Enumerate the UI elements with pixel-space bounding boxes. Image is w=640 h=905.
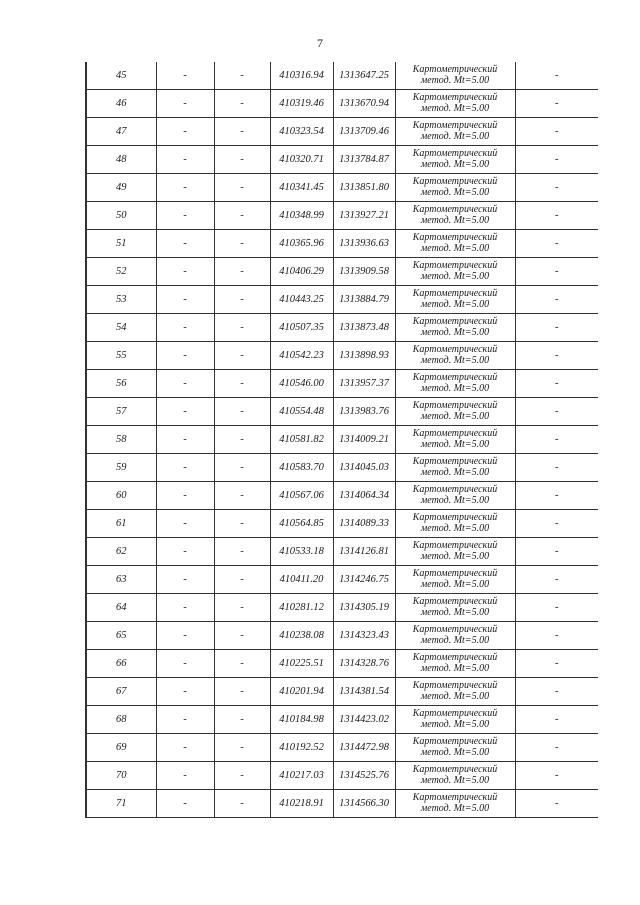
method-line-2: метод. Мt=5.00: [420, 438, 490, 450]
y-coordinate-cell: 1313909.58: [333, 258, 395, 286]
method-line-2: метод. Мt=5.00: [420, 466, 490, 478]
dash-cell: -: [156, 202, 214, 230]
dash-cell: -: [156, 650, 214, 678]
dash-cell: -: [515, 258, 598, 286]
y-coordinate-cell: 1313647.25: [333, 62, 395, 90]
x-coordinate-cell: 410316.94: [270, 62, 333, 90]
point-number-cell: 66: [86, 650, 156, 678]
x-coordinate-cell: 410581.82: [270, 426, 333, 454]
dash-cell: -: [214, 230, 270, 258]
method-line-2: метод. Мt=5.00: [420, 634, 490, 646]
dash-cell: -: [214, 174, 270, 202]
point-number-cell: 63: [86, 566, 156, 594]
method-cell: [395, 762, 515, 790]
dash-cell: -: [515, 650, 598, 678]
dash-cell: -: [214, 62, 270, 90]
dash-cell: -: [156, 538, 214, 566]
x-coordinate-cell: 410201.94: [270, 678, 333, 706]
y-coordinate-cell: 1314566.30: [333, 790, 395, 818]
dash-cell: -: [214, 370, 270, 398]
table-row: [86, 174, 598, 202]
y-coordinate-cell: 1313884.79: [333, 286, 395, 314]
point-number-cell: 55: [86, 342, 156, 370]
method-line-2: метод. Мt=5.00: [420, 326, 490, 338]
method-line-2: метод. Мt=5.00: [420, 242, 490, 254]
dash-cell: -: [214, 538, 270, 566]
dash-cell: -: [156, 706, 214, 734]
method-cell: [395, 790, 515, 818]
y-coordinate-cell: 1314009.21: [333, 426, 395, 454]
method-cell: [395, 342, 515, 370]
method-cell: [395, 622, 515, 650]
method-cell: [395, 146, 515, 174]
point-number-cell: 71: [86, 790, 156, 818]
method-cell: [395, 678, 515, 706]
method-cell: [395, 426, 515, 454]
x-coordinate-cell: 410238.08: [270, 622, 333, 650]
method-cell: [395, 174, 515, 202]
method-line-2: метод. Мt=5.00: [420, 298, 490, 310]
table-row: [86, 482, 598, 510]
method-cell: [395, 286, 515, 314]
dash-cell: -: [515, 510, 598, 538]
x-coordinate-cell: 410281.12: [270, 594, 333, 622]
table-row: [86, 146, 598, 174]
method-cell: [395, 258, 515, 286]
method-line-1: Картометрический: [412, 624, 498, 635]
dash-cell: -: [156, 342, 214, 370]
table-row: [86, 734, 598, 762]
coordinates-table: [85, 62, 598, 818]
page-number: 7: [317, 36, 323, 50]
y-coordinate-cell: 1314381.54: [333, 678, 395, 706]
point-number-cell: 59: [86, 454, 156, 482]
dash-cell: -: [214, 118, 270, 146]
dash-cell: -: [156, 230, 214, 258]
point-number-cell: 50: [86, 202, 156, 230]
method-line-2: метод. Мt=5.00: [420, 690, 490, 702]
table-row: [86, 762, 598, 790]
table-row: [86, 62, 598, 90]
dash-cell: -: [214, 566, 270, 594]
method-line-2: метод. Мt=5.00: [420, 494, 490, 506]
method-line-1: Картометрический: [412, 260, 498, 271]
point-number-cell: 67: [86, 678, 156, 706]
dash-cell: -: [214, 286, 270, 314]
dash-cell: -: [214, 454, 270, 482]
method-cell: [395, 510, 515, 538]
dash-cell: -: [515, 566, 598, 594]
dash-cell: -: [515, 314, 598, 342]
point-number-cell: 49: [86, 174, 156, 202]
y-coordinate-cell: 1314126.81: [333, 538, 395, 566]
table-row: [86, 90, 598, 118]
dash-cell: -: [156, 118, 214, 146]
point-number-cell: 58: [86, 426, 156, 454]
method-line-1: Картометрический: [412, 316, 498, 327]
dash-cell: -: [515, 426, 598, 454]
y-coordinate-cell: 1314323.43: [333, 622, 395, 650]
method-line-1: Картометрический: [412, 64, 498, 75]
method-cell: [395, 370, 515, 398]
method-line-2: метод. Мt=5.00: [420, 270, 490, 282]
dash-cell: -: [515, 90, 598, 118]
method-line-1: Картометрический: [412, 120, 498, 131]
method-line-2: метод. Мt=5.00: [420, 130, 490, 142]
point-number-cell: 53: [86, 286, 156, 314]
dash-cell: -: [515, 62, 598, 90]
point-number-cell: 46: [86, 90, 156, 118]
dash-cell: -: [515, 482, 598, 510]
y-coordinate-cell: 1314045.03: [333, 454, 395, 482]
x-coordinate-cell: 410217.03: [270, 762, 333, 790]
dash-cell: -: [156, 510, 214, 538]
method-line-1: Картометрический: [412, 232, 498, 243]
dash-cell: -: [156, 286, 214, 314]
y-coordinate-cell: 1314525.76: [333, 762, 395, 790]
method-line-2: метод. Мt=5.00: [420, 718, 490, 730]
method-line-1: Картометрический: [412, 652, 498, 663]
dash-cell: -: [214, 734, 270, 762]
dash-cell: -: [156, 426, 214, 454]
method-line-2: метод. Мt=5.00: [420, 158, 490, 170]
method-cell: [395, 538, 515, 566]
dash-cell: -: [214, 594, 270, 622]
dash-cell: -: [156, 622, 214, 650]
method-line-1: Картометрический: [412, 288, 498, 299]
dash-cell: -: [515, 734, 598, 762]
point-number-cell: 52: [86, 258, 156, 286]
method-line-1: Картометрический: [412, 568, 498, 579]
dash-cell: -: [156, 370, 214, 398]
method-line-1: Картометрический: [412, 764, 498, 775]
method-cell: [395, 230, 515, 258]
dash-cell: -: [214, 482, 270, 510]
method-line-1: Картометрический: [412, 680, 498, 691]
table-row: [86, 538, 598, 566]
dash-cell: -: [156, 566, 214, 594]
point-number-cell: 69: [86, 734, 156, 762]
x-coordinate-cell: 410365.96: [270, 230, 333, 258]
method-cell: [395, 62, 515, 90]
point-number-cell: 65: [86, 622, 156, 650]
method-cell: [395, 482, 515, 510]
dash-cell: -: [515, 454, 598, 482]
dash-cell: -: [214, 790, 270, 818]
dash-cell: -: [214, 202, 270, 230]
dash-cell: -: [156, 398, 214, 426]
x-coordinate-cell: 410348.99: [270, 202, 333, 230]
x-coordinate-cell: 410341.45: [270, 174, 333, 202]
dash-cell: -: [214, 650, 270, 678]
dash-cell: -: [156, 258, 214, 286]
method-line-1: Картометрический: [412, 428, 498, 439]
dash-cell: -: [214, 622, 270, 650]
dash-cell: -: [214, 146, 270, 174]
x-coordinate-cell: 410192.52: [270, 734, 333, 762]
method-line-2: метод. Мt=5.00: [420, 186, 490, 198]
method-line-1: Картометрический: [412, 736, 498, 747]
dash-cell: -: [156, 314, 214, 342]
table-row: [86, 202, 598, 230]
dash-cell: -: [515, 678, 598, 706]
x-coordinate-cell: 410542.23: [270, 342, 333, 370]
method-line-1: Картометрический: [412, 92, 498, 103]
method-line-2: метод. Мt=5.00: [420, 578, 490, 590]
dash-cell: -: [214, 314, 270, 342]
y-coordinate-cell: 1313957.37: [333, 370, 395, 398]
dash-cell: -: [515, 398, 598, 426]
dash-cell: -: [156, 90, 214, 118]
dash-cell: -: [156, 678, 214, 706]
dash-cell: -: [156, 174, 214, 202]
dash-cell: -: [515, 146, 598, 174]
method-line-2: метод. Мt=5.00: [420, 410, 490, 422]
dash-cell: -: [515, 342, 598, 370]
method-cell: [395, 398, 515, 426]
table-row: [86, 678, 598, 706]
method-line-1: Картометрический: [412, 456, 498, 467]
y-coordinate-cell: 1314423.02: [333, 706, 395, 734]
method-line-2: метод. Мt=5.00: [420, 354, 490, 366]
x-coordinate-cell: 410507.35: [270, 314, 333, 342]
point-number-cell: 47: [86, 118, 156, 146]
y-coordinate-cell: 1313936.63: [333, 230, 395, 258]
dash-cell: -: [515, 538, 598, 566]
table-row: [86, 566, 598, 594]
x-coordinate-cell: 410323.54: [270, 118, 333, 146]
dash-cell: -: [214, 342, 270, 370]
point-number-cell: 57: [86, 398, 156, 426]
dash-cell: -: [214, 762, 270, 790]
table-row: [86, 622, 598, 650]
table-row: [86, 286, 598, 314]
point-number-cell: 64: [86, 594, 156, 622]
dash-cell: -: [156, 762, 214, 790]
table-row: [86, 510, 598, 538]
table-row: [86, 594, 598, 622]
table-row: [86, 398, 598, 426]
method-line-1: Картометрический: [412, 372, 498, 383]
dash-cell: -: [156, 790, 214, 818]
method-cell: [395, 566, 515, 594]
x-coordinate-cell: 410533.18: [270, 538, 333, 566]
method-cell: [395, 594, 515, 622]
table-row: [86, 342, 598, 370]
point-number-cell: 60: [86, 482, 156, 510]
x-coordinate-cell: 410225.51: [270, 650, 333, 678]
table-row: [86, 706, 598, 734]
dash-cell: -: [214, 90, 270, 118]
point-number-cell: 45: [86, 62, 156, 90]
dash-cell: -: [156, 146, 214, 174]
dash-cell: -: [156, 454, 214, 482]
y-coordinate-cell: 1314064.34: [333, 482, 395, 510]
method-line-1: Картометрический: [412, 540, 498, 551]
dash-cell: -: [214, 706, 270, 734]
x-coordinate-cell: 410567.06: [270, 482, 333, 510]
method-line-1: Картометрический: [412, 176, 498, 187]
table-row: [86, 314, 598, 342]
x-coordinate-cell: 410184.98: [270, 706, 333, 734]
table-row: [86, 230, 598, 258]
method-line-1: Картометрический: [412, 792, 498, 803]
dash-cell: -: [156, 734, 214, 762]
y-coordinate-cell: 1314246.75: [333, 566, 395, 594]
dash-cell: -: [515, 286, 598, 314]
method-line-2: метод. Мt=5.00: [420, 550, 490, 562]
method-line-2: метод. Мt=5.00: [420, 102, 490, 114]
method-line-2: метод. Мt=5.00: [420, 522, 490, 534]
table-row: [86, 454, 598, 482]
table-row: [86, 258, 598, 286]
y-coordinate-cell: 1314089.33: [333, 510, 395, 538]
table-row: [86, 790, 598, 818]
x-coordinate-cell: 410583.70: [270, 454, 333, 482]
method-line-1: Картометрический: [412, 400, 498, 411]
dash-cell: -: [515, 230, 598, 258]
method-cell: [395, 202, 515, 230]
dash-cell: -: [515, 174, 598, 202]
y-coordinate-cell: 1313709.46: [333, 118, 395, 146]
point-number-cell: 62: [86, 538, 156, 566]
x-coordinate-cell: 410554.48: [270, 398, 333, 426]
point-number-cell: 68: [86, 706, 156, 734]
method-cell: [395, 454, 515, 482]
method-line-2: метод. Мt=5.00: [420, 74, 490, 86]
method-line-1: Картометрический: [412, 344, 498, 355]
method-line-2: метод. Мt=5.00: [420, 746, 490, 758]
x-coordinate-cell: 410564.85: [270, 510, 333, 538]
method-line-2: метод. Мt=5.00: [420, 802, 490, 814]
point-number-cell: 51: [86, 230, 156, 258]
y-coordinate-cell: 1313898.93: [333, 342, 395, 370]
dash-cell: -: [515, 706, 598, 734]
method-cell: [395, 734, 515, 762]
x-coordinate-cell: 410320.71: [270, 146, 333, 174]
dash-cell: -: [156, 482, 214, 510]
point-number-cell: 48: [86, 146, 156, 174]
method-cell: [395, 90, 515, 118]
dash-cell: -: [515, 594, 598, 622]
x-coordinate-cell: 410319.46: [270, 90, 333, 118]
x-coordinate-cell: 410406.29: [270, 258, 333, 286]
point-number-cell: 61: [86, 510, 156, 538]
table-row: [86, 370, 598, 398]
dash-cell: -: [214, 258, 270, 286]
method-line-1: Картометрический: [412, 708, 498, 719]
method-line-2: метод. Мt=5.00: [420, 606, 490, 618]
dash-cell: -: [515, 790, 598, 818]
method-line-2: метод. Мt=5.00: [420, 662, 490, 674]
point-number-cell: 54: [86, 314, 156, 342]
dash-cell: -: [515, 370, 598, 398]
x-coordinate-cell: 410443.25: [270, 286, 333, 314]
point-number-cell: 70: [86, 762, 156, 790]
table-row: [86, 118, 598, 146]
table-row: [86, 426, 598, 454]
y-coordinate-cell: 1314472.98: [333, 734, 395, 762]
dash-cell: -: [156, 594, 214, 622]
dash-cell: -: [214, 510, 270, 538]
x-coordinate-cell: 410546.00: [270, 370, 333, 398]
point-number-cell: 56: [86, 370, 156, 398]
dash-cell: -: [515, 202, 598, 230]
y-coordinate-cell: 1314328.76: [333, 650, 395, 678]
x-coordinate-cell: 410218.91: [270, 790, 333, 818]
method-line-2: метод. Мt=5.00: [420, 382, 490, 394]
dash-cell: -: [515, 762, 598, 790]
y-coordinate-cell: 1313784.87: [333, 146, 395, 174]
y-coordinate-cell: 1313873.48: [333, 314, 395, 342]
dash-cell: -: [515, 622, 598, 650]
table-row: [86, 650, 598, 678]
method-cell: [395, 118, 515, 146]
method-line-1: Картометрический: [412, 204, 498, 215]
dash-cell: -: [214, 678, 270, 706]
method-line-1: Картометрический: [412, 148, 498, 159]
y-coordinate-cell: 1314305.19: [333, 594, 395, 622]
dash-cell: -: [214, 426, 270, 454]
method-line-1: Картометрический: [412, 484, 498, 495]
dash-cell: -: [156, 62, 214, 90]
method-line-1: Картометрический: [412, 512, 498, 523]
dash-cell: -: [214, 398, 270, 426]
method-line-1: Картометрический: [412, 596, 498, 607]
method-cell: [395, 706, 515, 734]
dash-cell: -: [515, 118, 598, 146]
y-coordinate-cell: 1313983.76: [333, 398, 395, 426]
method-cell: [395, 650, 515, 678]
y-coordinate-cell: 1313927.21: [333, 202, 395, 230]
method-line-2: метод. Мt=5.00: [420, 774, 490, 786]
method-line-2: метод. Мt=5.00: [420, 214, 490, 226]
y-coordinate-cell: 1313851.80: [333, 174, 395, 202]
y-coordinate-cell: 1313670.94: [333, 90, 395, 118]
method-cell: [395, 314, 515, 342]
x-coordinate-cell: 410411.20: [270, 566, 333, 594]
